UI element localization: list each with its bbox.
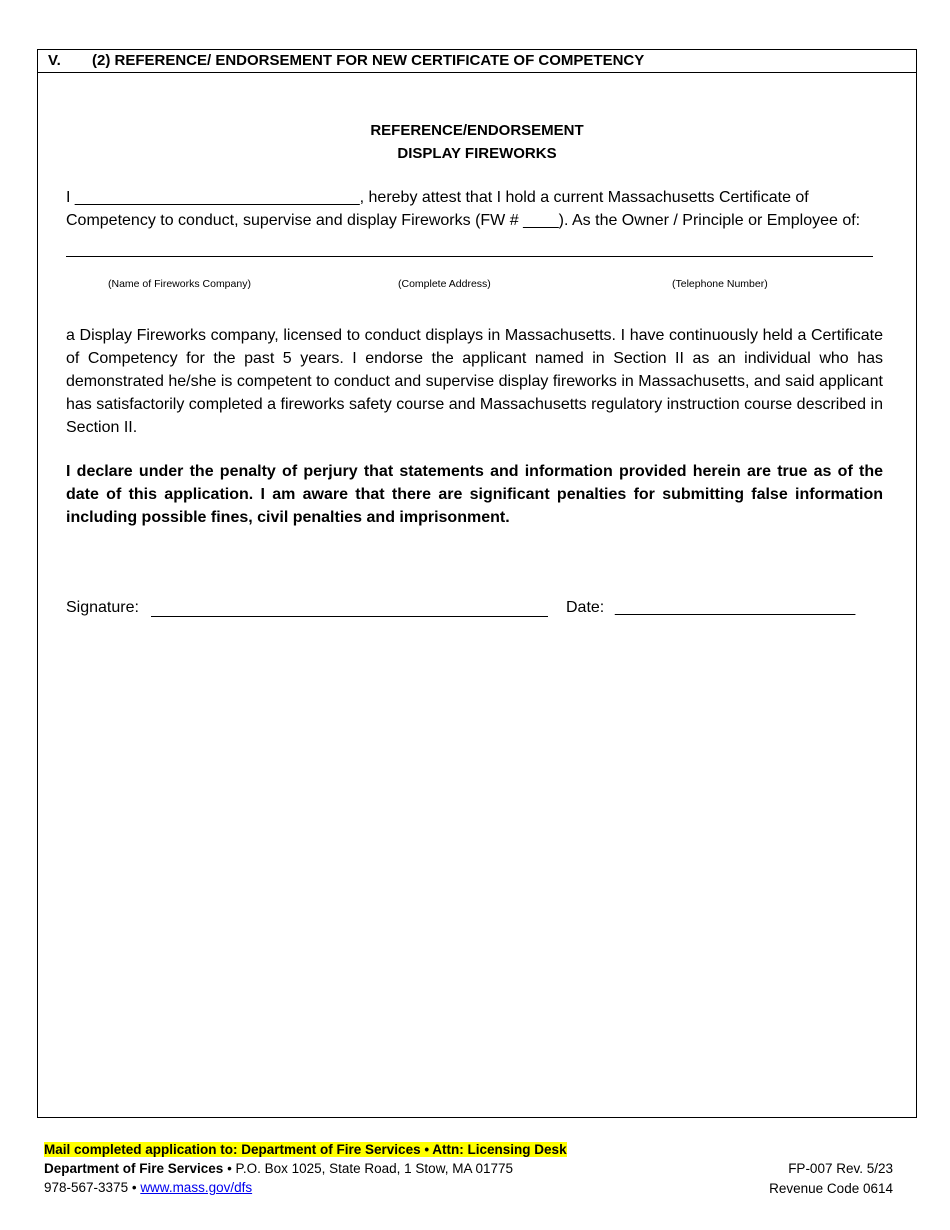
revenue-code: Revenue Code 0614 [769, 1181, 893, 1196]
caption-address: (Complete Address) [398, 278, 491, 290]
section-header [38, 50, 916, 73]
endorsement-paragraph: a Display Fireworks company, licensed to conduct displays in Massachusetts. I have continuously held a Certificate of Competency for the past 5 years. I endorse the applicant named in Section II as an individual who has demonstrated he/she is competent to conduct and supervise display fireworks in Massachusetts, and said applicant has satisfactorily completed a fireworks safety course and Massachusetts regulatory instruction course described in Section II. [66, 327, 883, 436]
section-number: V. [48, 52, 61, 69]
caption-telephone: (Telephone Number) [672, 278, 768, 290]
declaration-paragraph: I declare under the penalty of perjury that statements and information provided herein are true as of the date of this application. I am aware that there are significant penalties for submitting false information including possible fines, civil penalties and imprisonment. [66, 463, 883, 526]
footer-address-line [44, 1159, 513, 1178]
date-label: Date: [566, 599, 605, 616]
form-code: FP-007 Rev. 5/23 [788, 1161, 893, 1176]
signature-label: Signature: [66, 599, 139, 616]
footer-website-link[interactable]: www.mass.gov/dfs [140, 1180, 253, 1195]
footer-contact-line [44, 1178, 252, 1197]
form-section-frame [37, 49, 917, 1118]
footer-dept-name: Department of Fire Services [44, 1161, 224, 1176]
footer-dept-address: • P.O. Box 1025, State Road, 1 Stow, MA 01775 [223, 1161, 513, 1176]
section-title: (2) REFERENCE/ ENDORSEMENT FOR NEW CERTIFICATE OF COMPETENCY [92, 52, 645, 69]
form-title-line-2: DISPLAY FIREWORKS [397, 145, 557, 162]
caption-company-name: (Name of Fireworks Company) [108, 278, 251, 290]
date-field[interactable]: ___________________________ [615, 599, 856, 616]
form-title-line-1: REFERENCE/ENDORSEMENT [370, 122, 584, 139]
company-info-line[interactable] [66, 256, 873, 257]
form-title [38, 119, 916, 165]
mail-notice [44, 1140, 567, 1159]
mail-notice-text: Mail completed application to: Department of Fire Services • Attn: Licensing Desk [44, 1142, 567, 1157]
signature-field[interactable] [151, 616, 548, 617]
footer-phone: 978-567-3375 • [44, 1180, 141, 1195]
attest-paragraph: I ________________________________, hereby attest that I hold a current Massachusetts Certificate of Competency to conduct, supervise and display Fireworks (FW # ____). As the Owner / Principle or Employee of: [66, 189, 861, 229]
